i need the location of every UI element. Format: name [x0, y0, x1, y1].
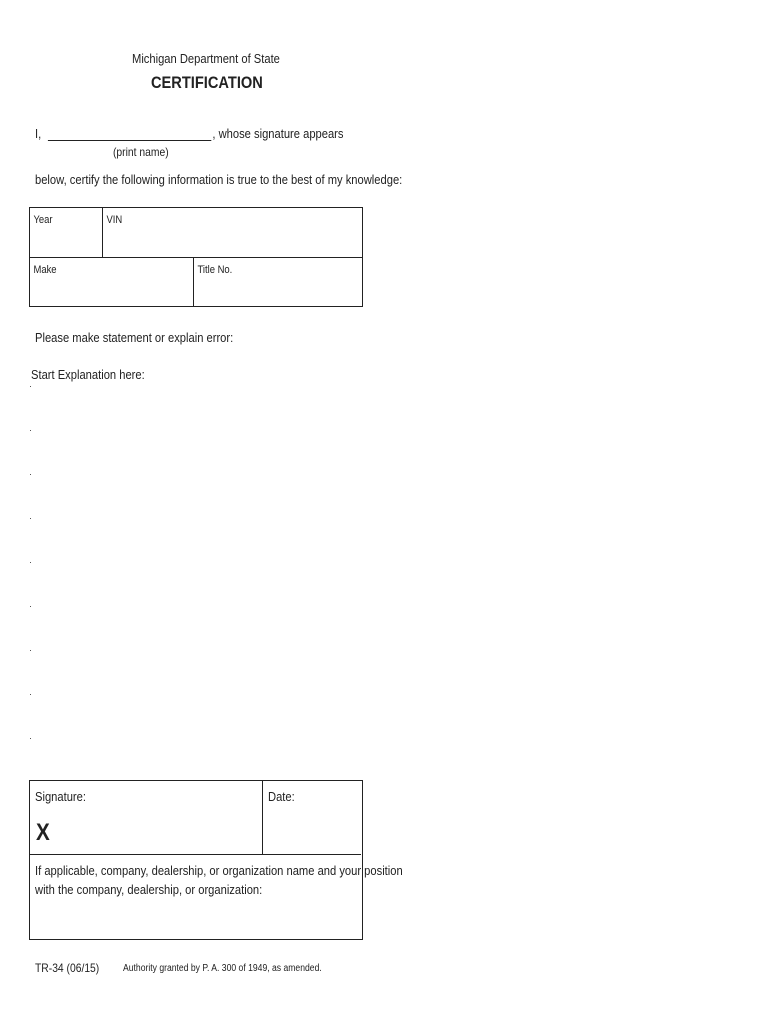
make-input[interactable]: [30, 276, 193, 292]
signature-field[interactable]: [30, 781, 263, 855]
year-input[interactable]: [30, 226, 102, 242]
year-label: Year: [33, 214, 53, 226]
company-instruction-line-2: with the company, dealership, or organization:: [35, 882, 263, 897]
vin-cell[interactable]: [103, 208, 363, 258]
line-marker: [30, 606, 31, 607]
intro-prefix: I,: [35, 126, 42, 141]
date-field[interactable]: [263, 781, 361, 855]
title-no-input[interactable]: [194, 276, 362, 292]
agency-name: Michigan Department of State: [132, 51, 280, 66]
certifier-line: [35, 126, 343, 141]
year-cell[interactable]: [30, 208, 103, 258]
date-label: Date:: [268, 789, 295, 804]
statement-prompt: Please make statement or explain error:: [35, 330, 234, 345]
explanation-field[interactable]: [29, 386, 363, 746]
vin-input[interactable]: [103, 226, 362, 242]
form-number: TR-34 (06/15): [35, 961, 100, 975]
line-marker: [30, 518, 31, 519]
signature-box: [29, 780, 403, 940]
title-no-label: Title No.: [197, 264, 233, 276]
line-marker: [30, 386, 31, 387]
start-explanation-label: Start Explanation here:: [31, 367, 145, 382]
print-name-hint: (print name): [113, 145, 169, 159]
line-marker: [30, 474, 31, 475]
line-marker: [30, 650, 31, 651]
intro-suffix: , whose signature appears: [212, 126, 344, 141]
signature-label: Signature:: [35, 789, 86, 804]
make-cell[interactable]: [30, 258, 194, 307]
line-marker: [30, 738, 31, 739]
make-label: Make: [33, 264, 57, 276]
title-no-cell[interactable]: [193, 258, 362, 307]
company-info-field[interactable]: [35, 861, 403, 899]
vehicle-info-table: [29, 207, 363, 307]
line-marker: [30, 694, 31, 695]
print-name-field[interactable]: [48, 127, 211, 141]
company-instruction-line-1: If applicable, company, dealership, or organization name and your position: [35, 863, 403, 878]
line-marker: [30, 430, 31, 431]
vin-label: VIN: [106, 214, 123, 226]
certify-statement: below, certify the following information is true to the best of my knowledge:: [35, 172, 403, 187]
line-marker: [30, 562, 31, 563]
authority-note: Authority granted by P. A. 300 of 1949, as amended.: [123, 963, 322, 974]
form-title: CERTIFICATION: [151, 73, 263, 92]
signature-x-mark: X: [36, 819, 50, 846]
